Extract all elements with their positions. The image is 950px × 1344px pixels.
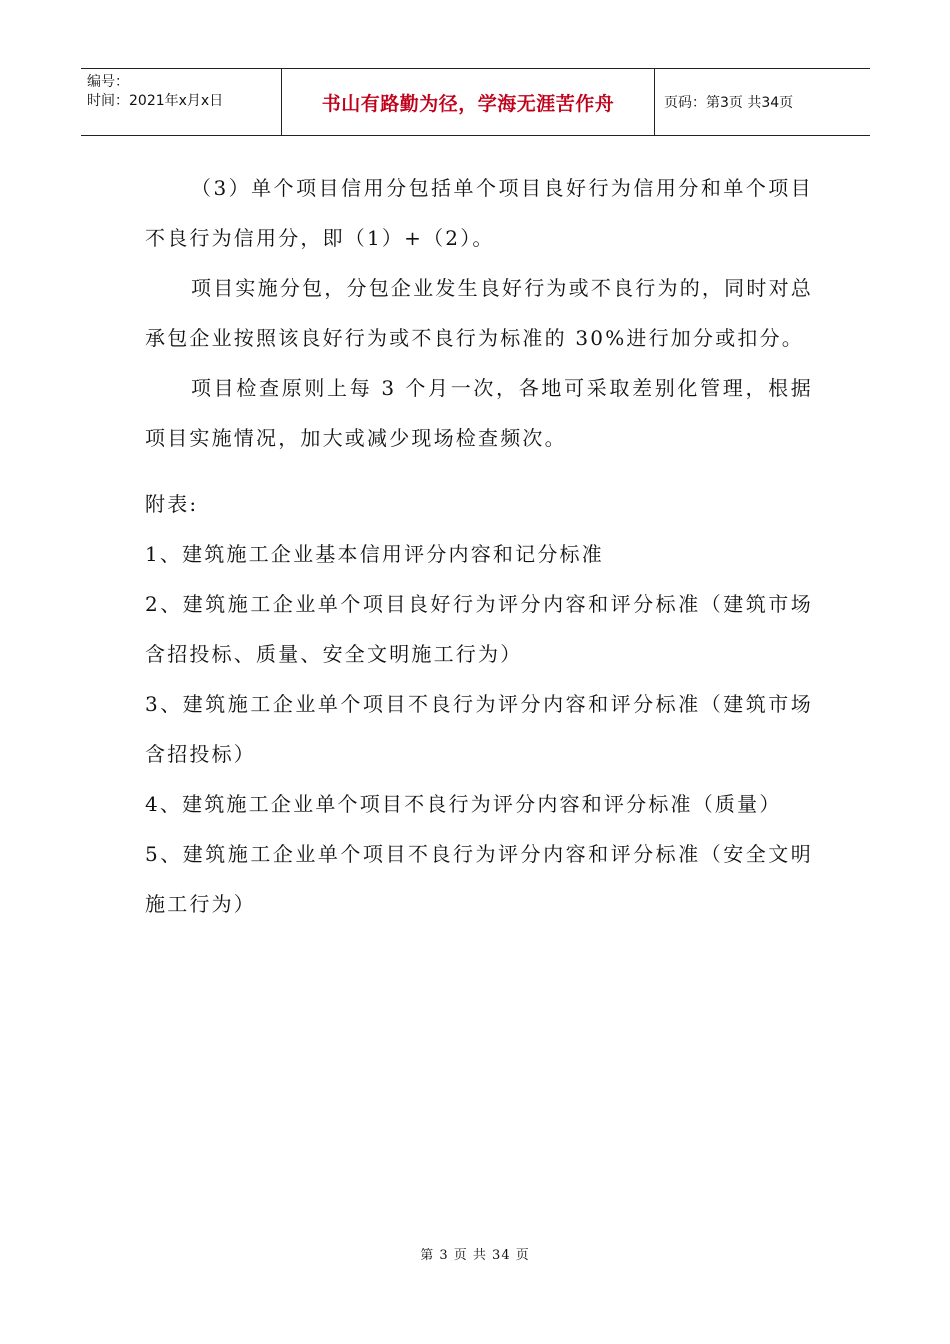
page-footer: 第 3 页 共 34 页 xyxy=(420,1248,530,1263)
header-meta xyxy=(81,69,282,135)
document-number-label: 编号： xyxy=(87,74,129,90)
header-page-info: 页码：第3页 共34页 xyxy=(664,95,794,111)
document-body xyxy=(145,163,813,929)
spacer xyxy=(145,463,813,479)
header-motto: 书山有路勤为径，学海无涯苦作舟 xyxy=(321,92,615,115)
appendix-item: 1、建筑施工企业基本信用评分内容和记分标准 xyxy=(145,542,604,566)
paragraph-credit-score: （3）单个项目信用分包括单个项目良好行为信用分和单个项目不良行为信用分，即（1）+（2）。 xyxy=(145,176,813,250)
page-header xyxy=(81,68,870,136)
appendix-item: 5、建筑施工企业单个项目不良行为评分内容和评分标准（安全文明施工行为） xyxy=(145,842,813,916)
document-date: 时间：2021年x月x日 xyxy=(87,93,224,109)
header-page-cell xyxy=(655,69,870,135)
paragraph-subcontract: 项目实施分包，分包企业发生良好行为或不良行为的，同时对总承包企业按照该良好行为或不良行为标准的 30%进行加分或扣分。 xyxy=(145,276,813,350)
appendix-item: 2、建筑施工企业单个项目良好行为评分内容和评分标准（建筑市场含招投标、质量、安全文明施工行为） xyxy=(145,592,813,666)
appendix-item: 4、建筑施工企业单个项目不良行为评分内容和评分标准（质量） xyxy=(145,792,782,816)
paragraph-inspection: 项目检查原则上每 3 个月一次，各地可采取差别化管理，根据项目实施情况，加大或减少现场检查频次。 xyxy=(145,376,813,450)
appendix-title: 附表: xyxy=(145,492,199,516)
appendix-item: 3、建筑施工企业单个项目不良行为评分内容和评分标准（建筑市场含招投标） xyxy=(145,692,813,766)
header-motto-cell xyxy=(282,69,655,135)
